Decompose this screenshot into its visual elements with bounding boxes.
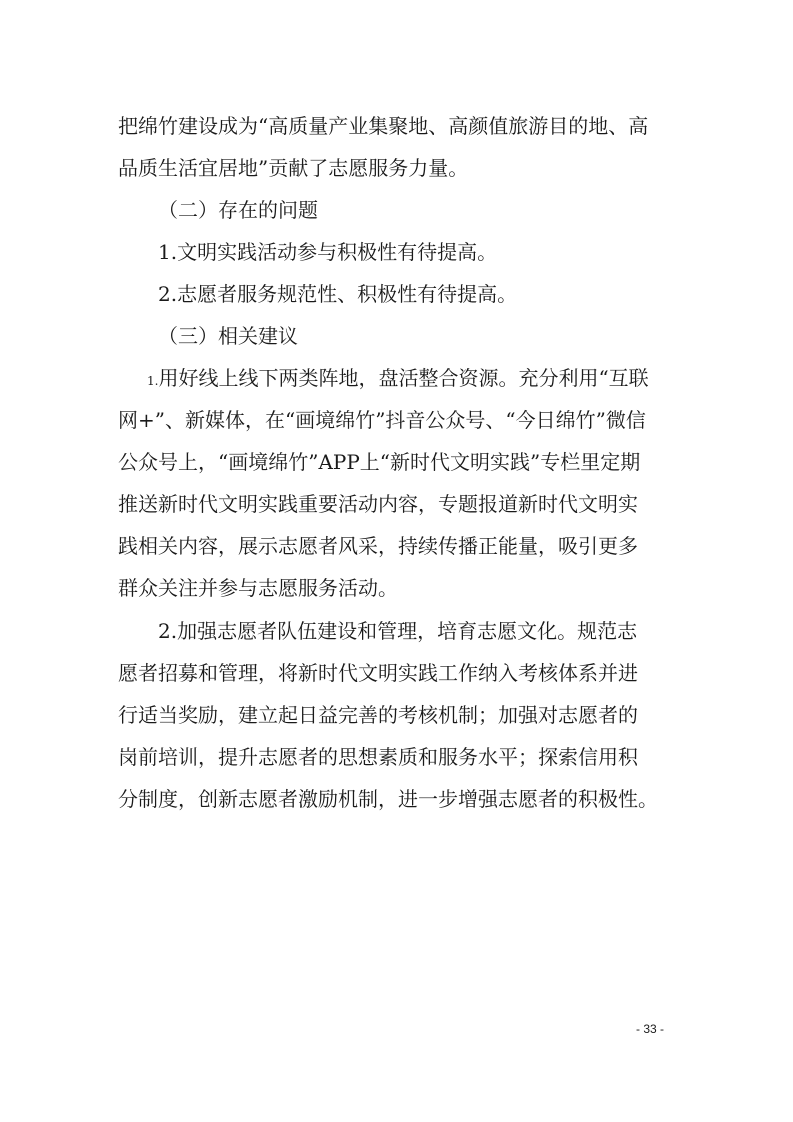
paragraph-line: 公众号上，“画境绵竹”APP上“新时代文明实践”专栏里定期	[118, 450, 641, 474]
paragraph-line: 网+”、新媒体，在“画境绵竹”抖音公众号、“今日绵竹”微信	[118, 408, 646, 432]
paragraph-line: 岗前培训，提升志愿者的思想素质和服务水平；探索信用积	[118, 745, 638, 769]
paragraph-first-line	[147, 364, 678, 392]
paragraph-line: 群众关注并参与志愿服务活动。	[118, 576, 398, 600]
paragraph-line: 愿者招募和管理，将新时代文明实践工作纳入考核体系并进	[118, 661, 638, 685]
paragraph-line: 把绵竹建设成为“高质量产业集聚地、高颜值旅游目的地、高	[118, 114, 649, 138]
list-item: 2.志愿者服务规范性、积极性有待提高。	[158, 282, 518, 306]
paragraph-line: 践相关内容，展示志愿者风采，持续传播正能量，吸引更多	[118, 534, 638, 558]
item-number: 1.	[147, 374, 159, 388]
paragraph-line-text: 用好线上线下两类阵地，盘活整合资源。充分利用“互联	[158, 366, 649, 390]
paragraph-first-line: 2.加强志愿者队伍建设和管理，培育志愿文化。规范志	[158, 619, 638, 643]
paragraph-line: 行适当奖励，建立起日益完善的考核机制；加强对志愿者的	[118, 703, 638, 727]
list-item: 1.文明实践活动参与积极性有待提高。	[158, 240, 498, 264]
paragraph-line: 品质生活宜居地”贡献了志愿服务力量。	[118, 156, 469, 180]
section-heading: （二）存在的问题	[158, 198, 318, 222]
paragraph-line: 分制度，创新志愿者激励机制，进一步增强志愿者的积极性。	[118, 787, 658, 811]
paragraph-line: 推送新时代文明实践重要活动内容，专题报道新时代文明实	[118, 492, 638, 516]
page-number: - 33 -	[636, 1022, 665, 1036]
section-heading: （三）相关建议	[158, 324, 298, 348]
